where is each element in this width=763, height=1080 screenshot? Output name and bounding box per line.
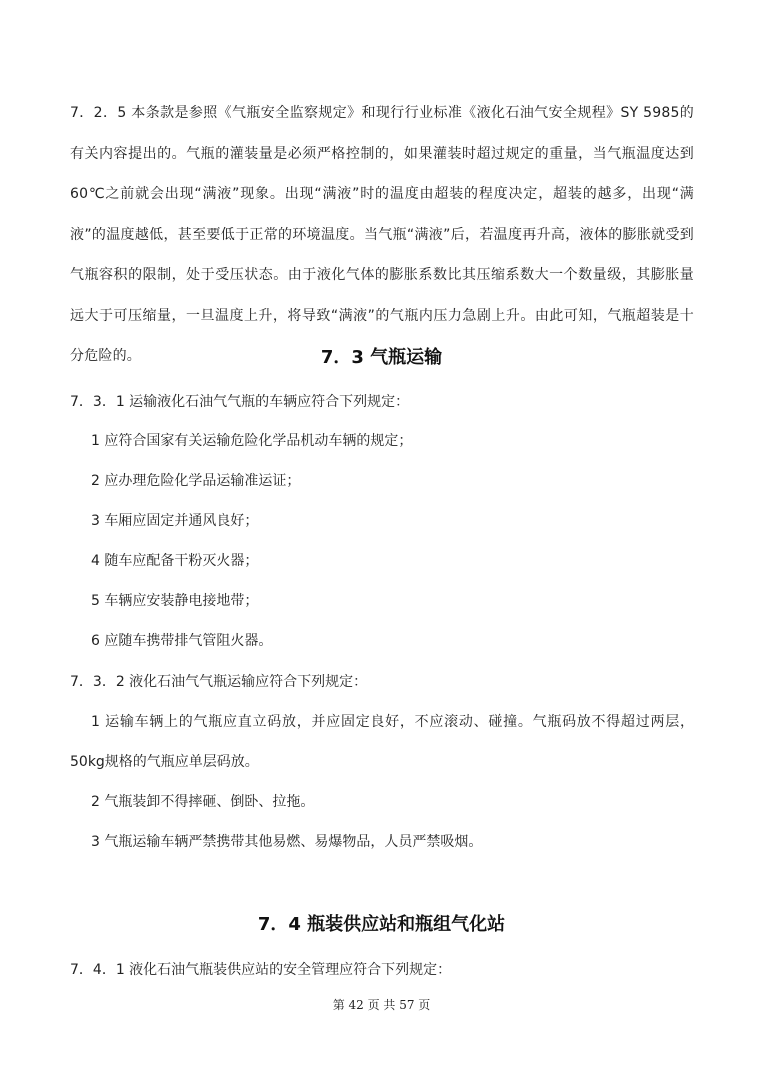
- page-number-footer: 第 42 页 共 57 页: [332, 998, 431, 1012]
- clause-7-4-1-title: 7．4．1 液化石油气瓶装供应站的安全管理应符合下列规定：: [70, 962, 452, 978]
- clause-7-3-1-item-4: 4 随车应配备干粉灭火器；: [91, 553, 259, 569]
- clause-7-3-1-item-1: 1 应符合国家有关运输危险化学品机动车辆的规定；: [91, 433, 413, 449]
- clause-7-3-2-item-2: 2 气瓶装卸不得摔砸、倒卧、拉拖。: [91, 794, 315, 810]
- clause-7-3-1-item-5: 5 车辆应安装静电接地带；: [91, 593, 259, 609]
- clause-7-3-2-item-3: 3 气瓶运输车辆严禁携带其他易燃、易爆物品，人员严禁吸烟。: [91, 834, 483, 850]
- clause-7-3-1-title: 7．3．1 运输液化石油气气瓶的车辆应符合下列规定：: [70, 394, 410, 410]
- section-heading-7-3: 7．3 气瓶运输: [320, 347, 443, 368]
- clause-7-3-1-item-3: 3 车厢应固定并通风良好；: [91, 513, 259, 529]
- section-heading-7-4: 7．4 瓶装供应站和瓶组气化站: [257, 914, 506, 935]
- clause-7-3-1-item-2: 2 应办理危险化学品运输准运证；: [91, 473, 301, 489]
- clause-7-2-5-paragraph: 7．2．5 本条款是参照《气瓶安全监察规定》和现行行业标准《液化石油气安全规程》SY 5985的有关内容提出的。气瓶的灌装量是必须严格控制的，如果灌装时超过规定的重量，当气瓶温度达到60℃之前就会出现“满液”现象。出现“满液”时的温度由超装的程度决定，超装的越多，出现“满液”的温度越低，甚至要低于正常的环境温度。当气瓶“满液”后，若温度再升高，液体的膨胀就受到气瓶容积的限制，处于受压状态。由于液化气体的膨胀系数比其压缩系数大一个数量级，其膨胀量远大于可压缩量，一旦温度上升，将导致“满液”的气瓶内压力急剧上升。由此可知，气瓶超装是十分危险的。: [70, 105, 694, 364]
- clause-7-3-1-item-6: 6 应随车携带排气管阻火器。: [91, 633, 273, 649]
- clause-7-3-2-title: 7．3．2 液化石油气气瓶运输应符合下列规定：: [70, 674, 368, 690]
- clause-7-3-2-item-1: 1 运输车辆上的气瓶应直立码放，并应固定良好，不应滚动、碰撞。气瓶码放不得超过两层，50kg规格的气瓶应单层码放。: [70, 714, 694, 770]
